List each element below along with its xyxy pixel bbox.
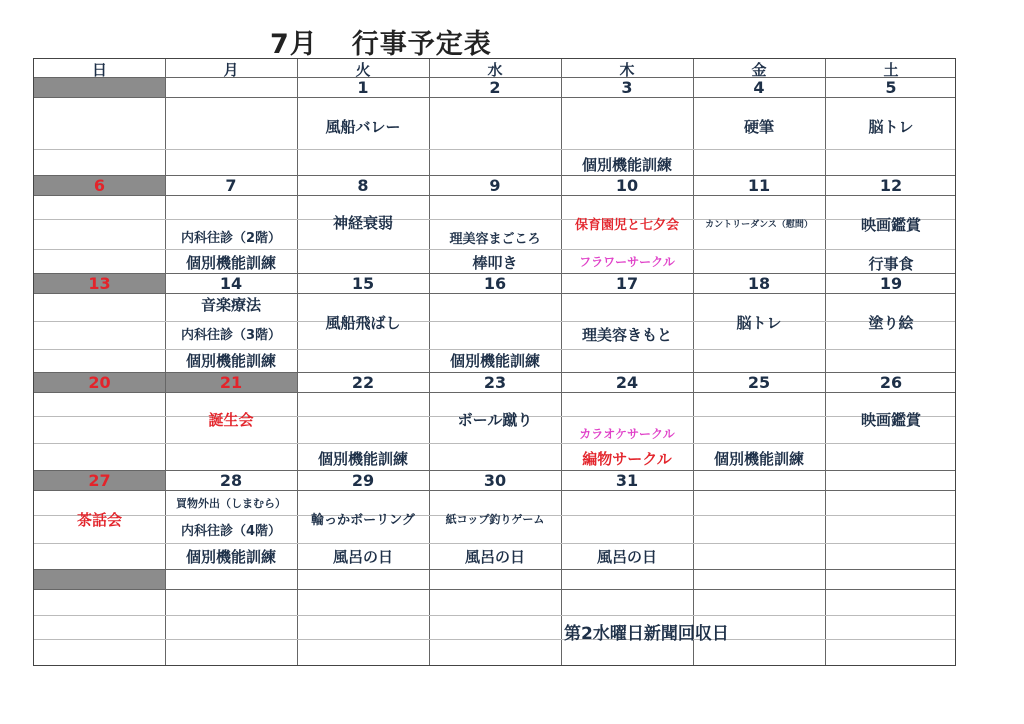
day-number: 5 — [885, 78, 897, 97]
event: 風呂の日 — [596, 548, 657, 566]
event: 脳トレ — [736, 314, 782, 332]
event: 個別機能訓練 — [317, 450, 408, 468]
event: 映画鑑賞 — [860, 411, 921, 429]
event: 個別機能訓練 — [185, 254, 276, 272]
page-title — [270, 22, 492, 61]
event: 行事食 — [868, 255, 914, 273]
event: 内科往診（2階） — [180, 231, 282, 246]
day-number: 20 — [88, 373, 111, 392]
day-number: 7 — [225, 176, 237, 195]
weekday-sun: 日 — [91, 61, 107, 79]
day-number: 23 — [483, 373, 507, 392]
event: 音楽療法 — [200, 296, 261, 314]
month-label: 7月 — [270, 29, 318, 60]
event: 脳トレ — [868, 118, 914, 136]
event: 買物外出（しまむら） — [176, 497, 286, 510]
day-number: 26 — [879, 373, 903, 392]
event: 保育園児と七夕会 — [574, 218, 679, 233]
event: カントリーダンス（慰問） — [705, 220, 813, 230]
event: 個別機能訓練 — [185, 548, 276, 566]
day-number: 1 — [357, 78, 369, 97]
day-number: 24 — [615, 373, 639, 392]
day-number: 19 — [879, 274, 903, 293]
day-number: 4 — [753, 78, 765, 97]
day-number: 12 — [879, 176, 903, 195]
day-number: 22 — [351, 373, 375, 392]
day-number: 6 — [93, 176, 106, 195]
event: 塗り絵 — [868, 314, 914, 332]
event: 風船バレー — [325, 118, 401, 136]
day-number: 16 — [483, 274, 507, 293]
day-number: 2 — [489, 78, 501, 97]
weekday-sat: 土 — [883, 61, 899, 79]
shaded-cell — [34, 569, 165, 589]
event: 内科往診（4階） — [180, 524, 282, 539]
event: 映画鑑賞 — [860, 216, 921, 234]
weekday-wed: 水 — [487, 61, 503, 79]
event: 理美容まごころ — [449, 232, 541, 247]
day-number: 3 — [621, 78, 633, 97]
event: カラオケサークル — [579, 427, 675, 441]
day-number: 30 — [483, 471, 507, 490]
day-number: 28 — [219, 471, 243, 490]
day-number: 21 — [219, 373, 243, 392]
day-number: 27 — [88, 471, 111, 490]
event: 風呂の日 — [332, 548, 393, 566]
event: ボール蹴り — [457, 411, 533, 429]
day-number: 13 — [88, 274, 111, 293]
event: 個別機能訓練 — [449, 352, 540, 370]
day-number: 29 — [351, 471, 375, 490]
event: 茶話会 — [76, 511, 122, 529]
event: 硬筆 — [743, 118, 774, 136]
event: 内科往診（3階） — [180, 328, 282, 343]
day-number: 31 — [615, 471, 639, 490]
event: フラワーサークル — [579, 255, 675, 269]
day-number: 17 — [615, 274, 639, 293]
calendar-table — [33, 58, 956, 666]
event: 風船飛ばし — [325, 314, 401, 332]
day-number: 25 — [747, 373, 771, 392]
event: 個別機能訓練 — [581, 156, 672, 174]
event: 風呂の日 — [464, 548, 525, 566]
weekday-thu: 木 — [619, 61, 635, 79]
event: 輪っかボーリング — [311, 513, 415, 528]
event: 理美容きもと — [581, 326, 672, 344]
event: 紙コップ釣りゲーム — [445, 513, 545, 526]
day-number: 18 — [747, 274, 771, 293]
event: 個別機能訓練 — [185, 352, 276, 370]
day-number: 14 — [219, 274, 243, 293]
shaded-cell — [34, 77, 165, 97]
event: 個別機能訓練 — [713, 450, 804, 468]
title-text: 行事予定表 — [351, 29, 492, 60]
weekday-fri: 金 — [751, 61, 767, 79]
event: 編物サークル — [582, 450, 672, 468]
event: 棒叩き — [472, 254, 518, 272]
weekday-mon: 月 — [223, 61, 239, 79]
day-number: 9 — [489, 176, 501, 195]
event: 神経衰弱 — [332, 214, 393, 232]
weekday-tue: 火 — [355, 61, 371, 79]
day-number: 11 — [747, 176, 771, 195]
day-number: 10 — [615, 176, 639, 195]
day-number: 8 — [357, 176, 369, 195]
note-text: 第2水曜日新聞回収日 — [564, 624, 729, 644]
event: 誕生会 — [208, 411, 254, 429]
day-number: 15 — [351, 274, 375, 293]
